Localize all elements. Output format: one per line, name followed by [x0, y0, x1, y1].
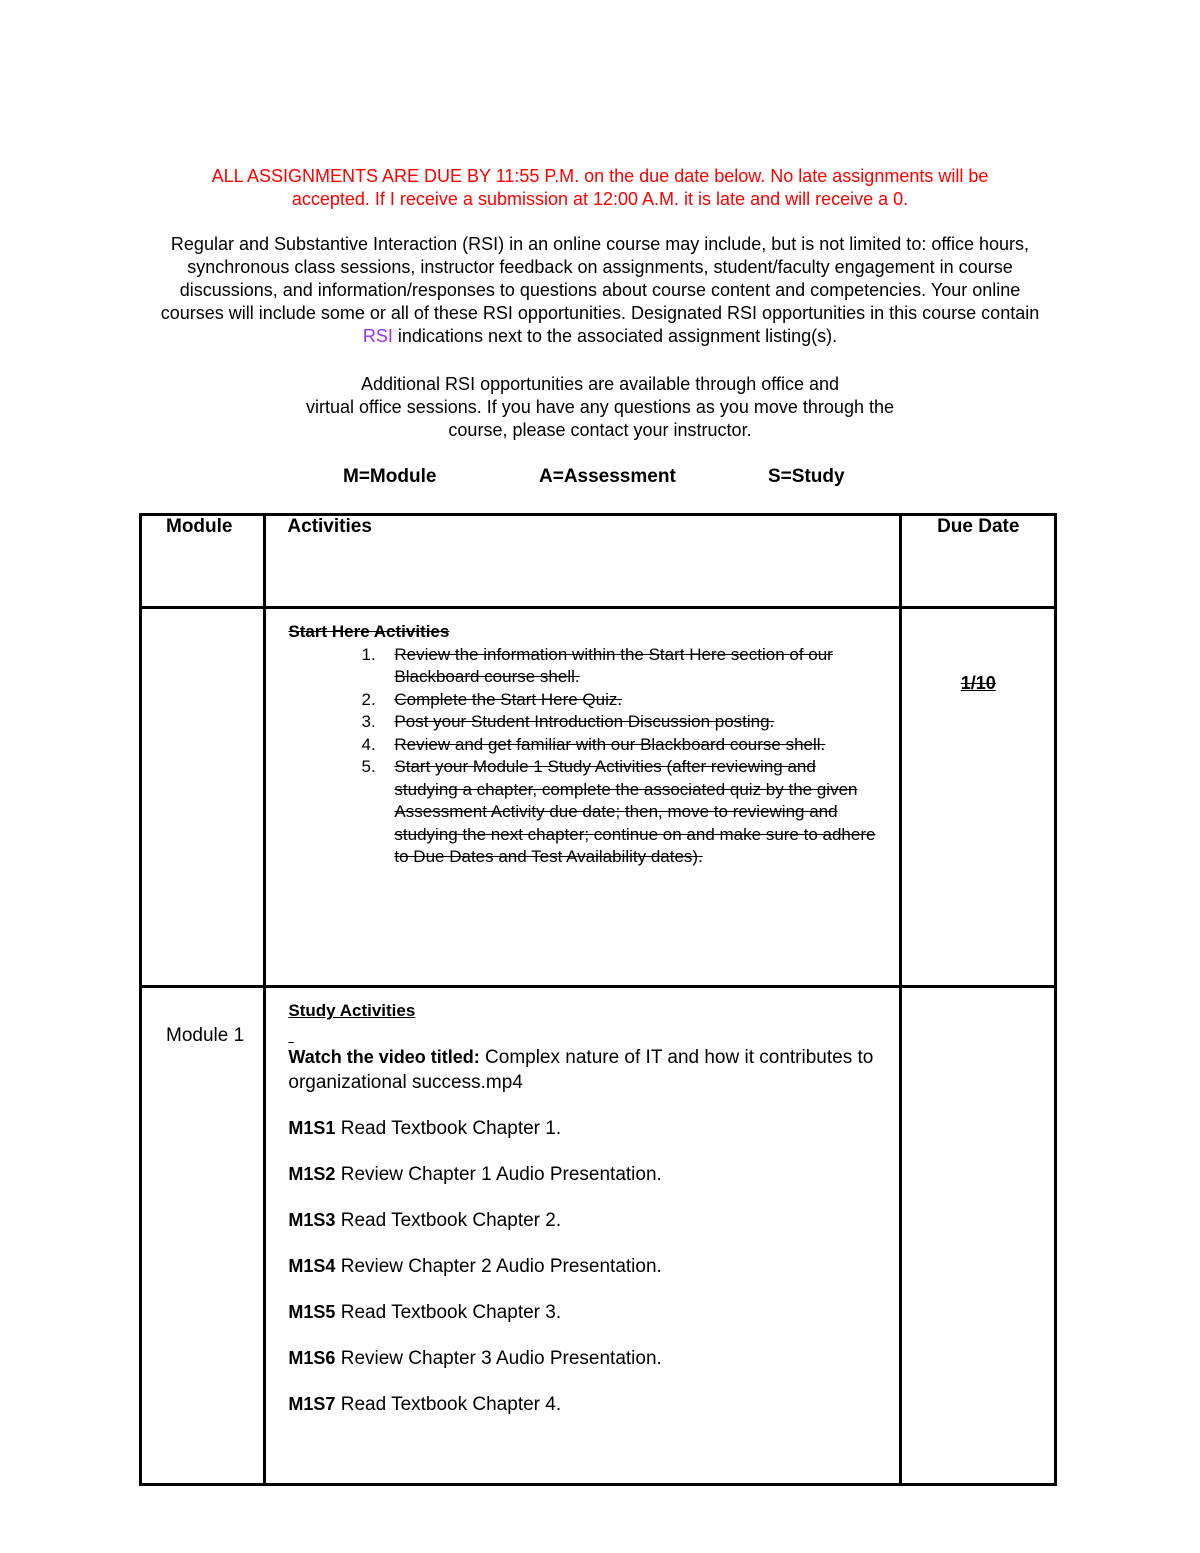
- blank-underlined-line: [288, 1023, 877, 1045]
- notice-line-1: ALL ASSIGNMENTS ARE DUE BY 11:55 P.M. on the due date below. No late assignments will be: [211, 166, 989, 186]
- task-code: M1S4: [288, 1256, 336, 1276]
- list-item: 2. Complete the Start Here Quiz.: [380, 689, 877, 712]
- module-1-due-cell: [901, 987, 1056, 1485]
- abbreviation-legend: [0, 466, 1200, 490]
- list-item: 4. Review and get familiar with our Blackboard course shell.: [380, 734, 877, 757]
- task-code: M1S2: [288, 1164, 336, 1184]
- list-item: 3. Post your Student Introduction Discussion posting.: [380, 711, 877, 734]
- rsi-highlight: RSI: [362, 326, 393, 346]
- task-code: M1S3: [288, 1210, 336, 1230]
- start-here-heading: Start Here Activities: [288, 622, 450, 641]
- task-text: Read Textbook Chapter 3.: [335, 1302, 562, 1323]
- additional-line-2: virtual office sessions. If you have any questions as you move through the: [305, 397, 894, 417]
- additional-rsi-paragraph: [270, 373, 930, 442]
- rsi-text-after: indications next to the associated assignment listing(s).: [392, 326, 838, 346]
- start-here-due-cell: [901, 608, 1056, 987]
- list-item: 1. Review the information within the Start Here section of our Blackboard course shell.: [380, 644, 877, 689]
- late-policy-notice: [150, 165, 1050, 211]
- list-item: [288, 1254, 877, 1279]
- module-1-activities-cell: [265, 987, 901, 1485]
- rsi-paragraph: [150, 233, 1050, 348]
- task-text: Read Textbook Chapter 1.: [335, 1118, 562, 1139]
- video-title: Complex nature of IT and how it contributes to organizational success.mp4: [288, 1047, 874, 1093]
- table-header-row: [141, 515, 1056, 608]
- legend-assessment: A=Assessment: [539, 466, 676, 487]
- task-code: M1S7: [288, 1394, 336, 1414]
- list-item: [288, 1346, 877, 1371]
- additional-line-1: Additional RSI opportunities are available through office and: [361, 374, 839, 394]
- task-text: Review Chapter 1 Audio Presentation.: [335, 1164, 662, 1185]
- schedule-table: [139, 513, 1057, 1486]
- header-due-date: Due Date: [901, 515, 1056, 608]
- header-module: Module: [141, 515, 265, 608]
- header-activities: Activities: [265, 515, 901, 608]
- start-here-activities-cell: [265, 608, 901, 987]
- list-item: 5. Start your Module 1 Study Activities (after reviewing and studying a chapter, complete the associated quiz by the given Assessment Activity due date; then, move to reviewing and studying the next chapter; continue on and make sure to adhere to Due Dates and Test Availability dates).: [380, 756, 877, 869]
- list-item: [288, 1300, 877, 1325]
- list-item: [288, 1162, 877, 1187]
- table-row: [141, 608, 1056, 987]
- legend-study: S=Study: [768, 466, 845, 487]
- task-code: M1S1: [288, 1118, 336, 1138]
- list-item: [288, 1392, 877, 1417]
- table-row: [141, 987, 1056, 1485]
- module-cell-empty: [141, 608, 265, 987]
- video-label: Watch the video titled:: [288, 1047, 480, 1067]
- module-1-label: Module 1: [141, 987, 265, 1485]
- video-item: [288, 1045, 877, 1095]
- task-code: M1S6: [288, 1348, 336, 1368]
- list-item: [288, 1116, 877, 1141]
- task-text: Review Chapter 2 Audio Presentation.: [335, 1256, 662, 1277]
- study-activities-heading: Study Activities: [288, 1001, 416, 1020]
- task-text: Read Textbook Chapter 4.: [335, 1394, 562, 1415]
- list-item: [288, 1208, 877, 1233]
- legend-module: M=Module: [343, 466, 437, 487]
- task-text: Read Textbook Chapter 2.: [335, 1210, 562, 1231]
- notice-line-2: accepted. If I receive a submission at 12:00 A.M. it is late and will receive a 0.: [291, 189, 909, 209]
- start-here-list: [288, 644, 877, 869]
- task-code: M1S5: [288, 1302, 336, 1322]
- rsi-text-before: Regular and Substantive Interaction (RSI) in an online course may include, but is not limited to: office hours, synchronous class sessions, instructor feedback on assignments, student/faculty engagement in course discussions, and information/responses to questions about course content and competencies. Your online courses will include some or all of these RSI opportunities. Designated RSI opportunities in this course contain: [160, 234, 1040, 323]
- task-text: Review Chapter 3 Audio Presentation.: [335, 1348, 662, 1369]
- additional-line-3: course, please contact your instructor.: [448, 420, 752, 440]
- due-date: 1/10: [960, 673, 996, 693]
